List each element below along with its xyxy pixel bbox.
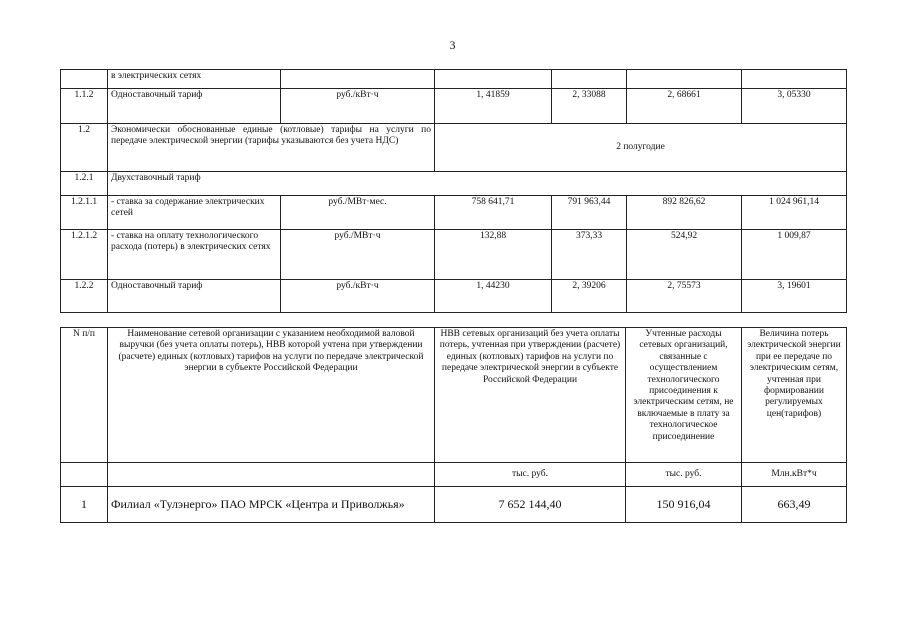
table-row: 1.1.2 Одноставочный тариф руб./кВт·ч 1, 41859 2, 33088 2, 68661 3, 05330: [61, 89, 847, 124]
table-row: 1.2.2 Одноставочный тариф руб./кВт·ч 1, 44230 2, 39206 2, 75573 3, 19601: [61, 280, 847, 313]
tariff-table: [60, 69, 847, 313]
table-row: 1 Филиал «Тулэнерго» ПАО МРСК «Центра и Приволжья» 7 652 144,40 150 916,04 663,49: [61, 487, 847, 523]
table-row: 1.2.1 Двухставочный тариф: [61, 172, 847, 196]
table-row: 1.2.1.1 - ставка за содержание электрических сетей руб./МВт·мес. 758 641,71 791 963,44 892 826,62 1 024 961,14: [61, 196, 847, 230]
page-number: 3: [449, 38, 456, 52]
table-row: 1.2 Экономически обоснованные единые (котловые) тарифы на услуги по передаче электрической энергии (тарифы указываются без учета НДС) 2 полугодие: [61, 124, 847, 172]
header-row: N п/п Наименование сетевой организации с указанием необходимой валовой выручки (без учета оплаты потерь), НВВ которой учтена при утверждении (расчете) единых (котловых) тарифов на услуги по передаче электрической энергии в субъекте Российской Федерации НВВ сетевых организаций без учета оплаты потерь, учтенная при утверждении (расчете) единых (котловых) тарифов на услуги по передаче электрической энергии в субъекте Российской Федерации Учтенные расходы сетевых организаций, связанные с осуществлением технологического присоединения к электрическим сетям, не включаемые в плату за технологическое присоединение Величина потерь электрической энергии при ее передаче по электрическим сетям, учтенная при формировании регулируемых цен(тарифов): [61, 328, 847, 463]
table-row: 1.2.1.2 - ставка на оплату технологического расхода (потерь) в электрических сетях руб./МВт·ч 132,88 373,33 524,92 1 009,87: [61, 230, 847, 280]
losses-table: [60, 327, 847, 523]
units-row: тыс. руб. тыс. руб. Млн.кВт*ч: [61, 463, 847, 487]
table-row: в электрических сетях: [61, 70, 847, 89]
